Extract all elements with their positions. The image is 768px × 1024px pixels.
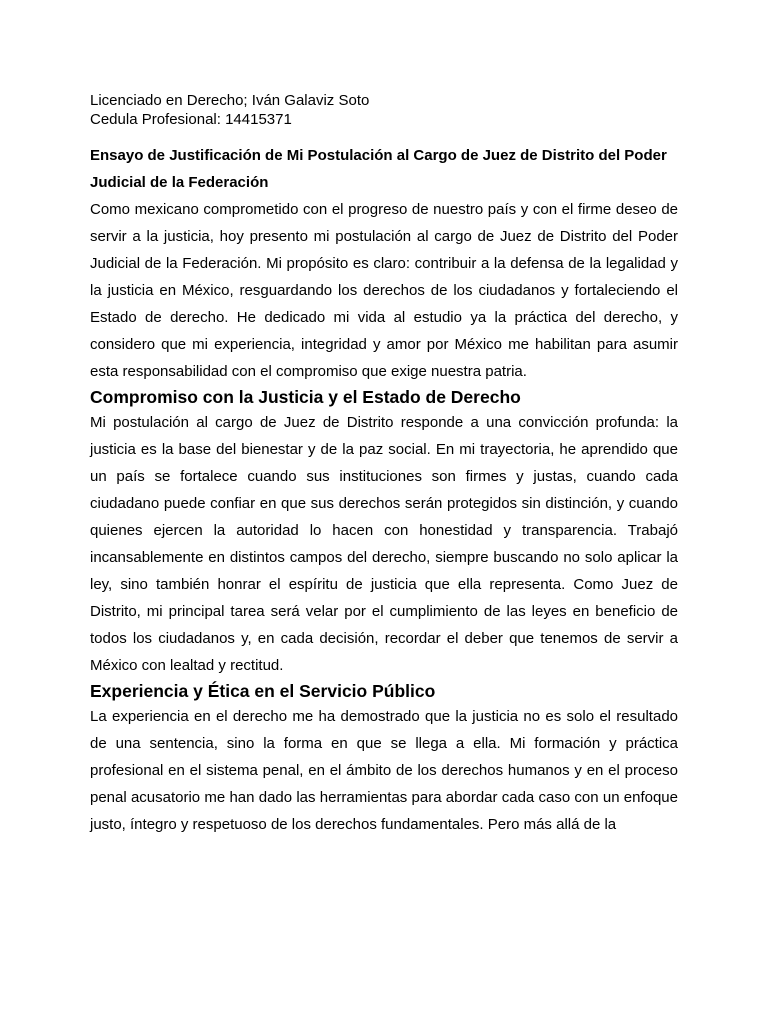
section-paragraph-justicia: Mi postulación al cargo de Juez de Distrito responde a una convicción profunda: la justicia es la base del bienestar y de la paz social. En mi trayectoria, he aprendido que un país se fortalece cuando sus instituciones son firmes y justas, cuando cada ciudadano puede confiar en que sus derechos serán protegidos sin distinción, y cuando quienes ejercen la autoridad lo hacen con honestidad y transparencia. Trabajó incansablemente en distintos campos del derecho, siempre buscando no solo aplicar la ley, sino también honrar el espíritu de justicia que ella representa. Como Juez de Distrito, mi principal tarea será velar por el cumplimiento de las leyes en beneficio de todos los ciudadanos y, en cada decisión, recordar el deber que tenemos de servir a México con lealtad y rectitud. [90, 414, 678, 674]
document-body [90, 91, 678, 838]
essay-title: Ensayo de Justificación de Mi Postulación al Cargo de Juez de Distrito del Poder Judicial de la Federación [90, 147, 667, 191]
section-heading-justicia: Compromiso con la Justicia y el Estado de Derecho [90, 387, 521, 407]
intro-paragraph: Como mexicano comprometido con el progreso de nuestro país y con el firme deseo de servir a la justicia, hoy presento mi postulación al cargo de Juez de Distrito del Poder Judicial de la Federación. Mi propósito es claro: contribuir a la defensa de la legalidad y la justicia en México, resguardando los derechos de los ciudadanos y fortaleciendo el Estado de derecho. He dedicado mi vida al estudio ya la práctica del derecho, y considero que mi experiencia, integridad y amor por México me habilitan para asumir esta responsabilidad con el compromiso que exige nuestra patria. [90, 201, 678, 380]
section-paragraph-experiencia: La experiencia en el derecho me ha demostrado que la justicia no es solo el resultado de una sentencia, sino la forma en que se llega a ella. Mi formación y práctica profesional en el sistema penal, en el ámbito de los derechos humanos y en el proceso penal acusatorio me han dado las herramientas para abordar cada caso con un enfoque justo, íntegro y respetuoso de los derechos fundamentales. Pero más allá de la [90, 708, 678, 833]
section-heading-experiencia: Experiencia y Ética en el Servicio Público [90, 681, 436, 701]
license-line: Cedula Profesional: 14415371 [90, 111, 292, 128]
author-line: Licenciado en Derecho; Iván Galaviz Soto [90, 92, 370, 109]
